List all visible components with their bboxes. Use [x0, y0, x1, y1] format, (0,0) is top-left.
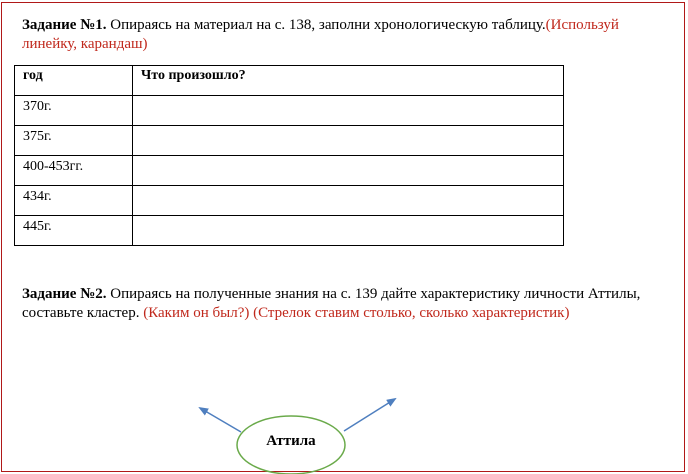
characteristic-arrow-right[interactable]	[344, 399, 395, 431]
year-cell: 445г.	[15, 216, 133, 246]
year-cell: 375г.	[15, 126, 133, 156]
column-header-year: год	[15, 66, 133, 96]
task-1-heading: Задание №1.	[22, 17, 107, 33]
task-1-note: (Используй линейку, карандаш)	[22, 17, 619, 52]
year-cell: 400-453гг.	[15, 156, 133, 186]
column-header-event: Что произошло?	[133, 66, 564, 96]
characteristic-arrow-left[interactable]	[200, 408, 241, 432]
task-2-note: (Каким он был?) (Стрелок ставим столько, сколько характеристик)	[143, 305, 570, 321]
task-2-text: Опираясь на полученные знания на с. 139 дайте характеристику личности Аттилы, составьте кластер.	[22, 286, 641, 321]
year-cell: 434г.	[15, 186, 133, 216]
task-1-text: Опираясь на материал на с. 138, заполни хронологическую таблицу.	[106, 17, 546, 33]
year-cell: 370г.	[15, 96, 133, 126]
attila-label: Аттила	[266, 433, 316, 449]
task-2-heading: Задание №2.	[22, 286, 107, 302]
